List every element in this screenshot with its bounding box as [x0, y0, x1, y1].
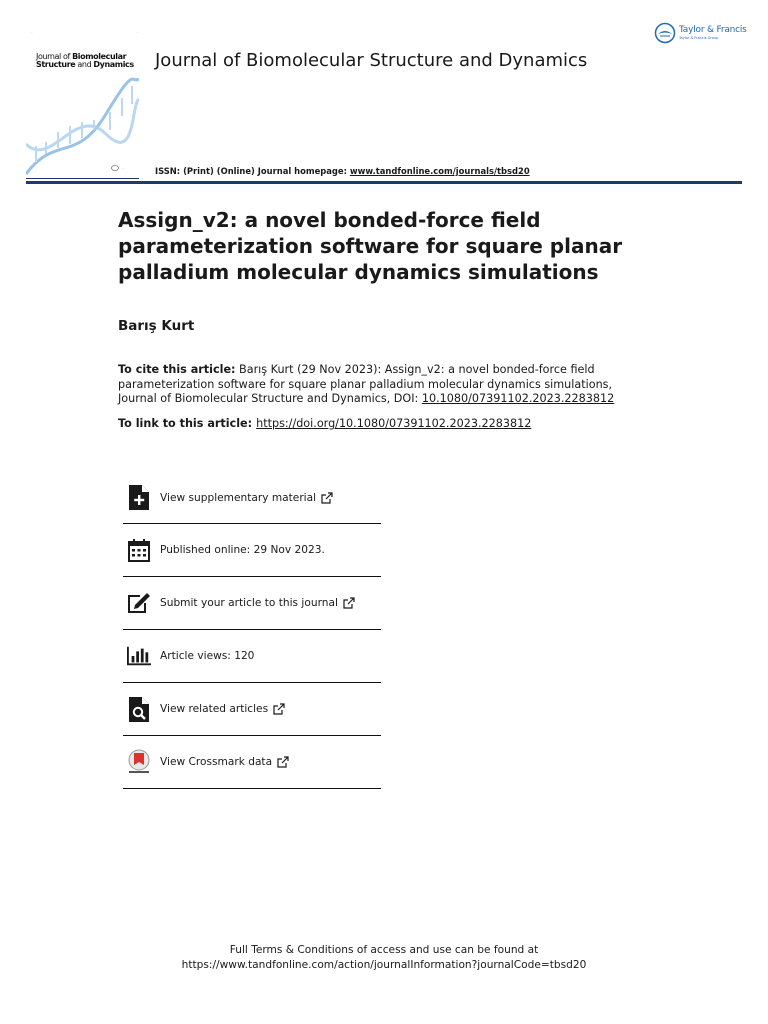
- cover-title: [36, 53, 134, 69]
- journal-cover-thumbnail: [26, 26, 139, 178]
- cover-title-part: Structure: [36, 60, 76, 69]
- link-label: To link to this article:: [118, 417, 253, 430]
- bar-chart-icon: [127, 643, 151, 669]
- list-item-label: Article views: 120: [160, 650, 255, 662]
- list-item-label: View Crossmark data: [160, 756, 273, 768]
- list-item-published: [123, 524, 381, 577]
- add-file-icon: [127, 485, 151, 511]
- publisher-group: Taylor & Francis Group: [679, 35, 719, 40]
- crossmark-icon: [127, 749, 151, 775]
- cover-title-part: Biomolecular: [72, 52, 127, 61]
- link-block: [118, 417, 531, 430]
- journal-title[interactable]: Journal of Biomolecular Structure and Dynamics: [155, 50, 588, 71]
- list-item-text: [160, 650, 254, 662]
- list-item-submit[interactable]: [123, 577, 381, 630]
- external-link-icon: [277, 756, 289, 768]
- list-item-text: [160, 597, 355, 609]
- external-link-icon: [343, 597, 355, 609]
- article-actions-list: [123, 472, 381, 789]
- list-item-supplementary[interactable]: [123, 472, 381, 524]
- list-item-related[interactable]: [123, 683, 381, 736]
- header-divider: [26, 181, 742, 184]
- cover-title-part: and: [75, 60, 94, 69]
- article-author: Barış Kurt: [118, 318, 195, 334]
- small-logo-icon: [111, 165, 119, 171]
- cover-title-part: Dynamics: [93, 60, 134, 69]
- publisher-logo-text: [679, 26, 747, 41]
- list-item-label: View related articles: [160, 703, 269, 715]
- cite-text: Barış Kurt (29 Nov 2023): Assign_v2: a novel bonded-force field parameterization software for square planar palladium molecular dynamics simulations, Journal of Biomolecular Structure and Dynamics, DOI:: [118, 363, 613, 405]
- publisher-logo-icon: [654, 22, 676, 44]
- calendar-icon: [127, 537, 151, 563]
- edit-icon: [127, 590, 151, 616]
- small-publisher-mark: [111, 165, 125, 171]
- footer-line1: Full Terms & Conditions of access and use can be found at: [229, 944, 539, 956]
- list-item-text: [160, 703, 285, 715]
- issn-line: [155, 166, 530, 176]
- doi-link[interactable]: 10.1080/07391102.2023.2283812: [421, 392, 615, 405]
- list-item-label: Submit your article to this journal: [160, 597, 338, 609]
- list-item-label: View supplementary material: [160, 491, 317, 504]
- cover-meta: ··· ···: [30, 30, 139, 34]
- issn-label: ISSN: (Print) (Online) Journal homepage:: [155, 166, 350, 176]
- publisher-logo[interactable]: [654, 22, 747, 44]
- small-logo-text: ····: [121, 166, 125, 170]
- list-item-label: Published online: 29 Nov 2023.: [160, 544, 325, 556]
- journal-homepage-link[interactable]: www.tandfonline.com/journals/tbsd20: [349, 166, 530, 176]
- list-item-text: [160, 492, 333, 504]
- list-item-crossmark[interactable]: [123, 736, 381, 789]
- article-title: Assign_v2: a novel bonded-force field parameterization software for square planar palladium molecular dynamics simulations: [118, 208, 623, 284]
- external-link-icon: [321, 492, 333, 504]
- citation-block: [118, 363, 638, 407]
- search-document-icon: [127, 696, 151, 722]
- cover-divider: [26, 178, 139, 179]
- article-doi-url-link[interactable]: https://doi.org/10.1080/07391102.2023.2283812: [256, 417, 532, 430]
- external-link-icon: [273, 703, 285, 715]
- list-item-views: [123, 630, 381, 683]
- publisher-name: Taylor & Francis: [679, 24, 747, 35]
- footer-terms: [0, 943, 768, 972]
- list-item-text: [160, 756, 289, 768]
- cite-label: To cite this article:: [118, 363, 236, 376]
- dna-helix-image: [26, 74, 139, 178]
- cover-title-part: Journal of: [36, 52, 73, 61]
- list-item-text: [160, 544, 325, 556]
- footer-terms-link[interactable]: https://www.tandfonline.com/action/journalInformation?journalCode=tbsd20: [181, 958, 587, 971]
